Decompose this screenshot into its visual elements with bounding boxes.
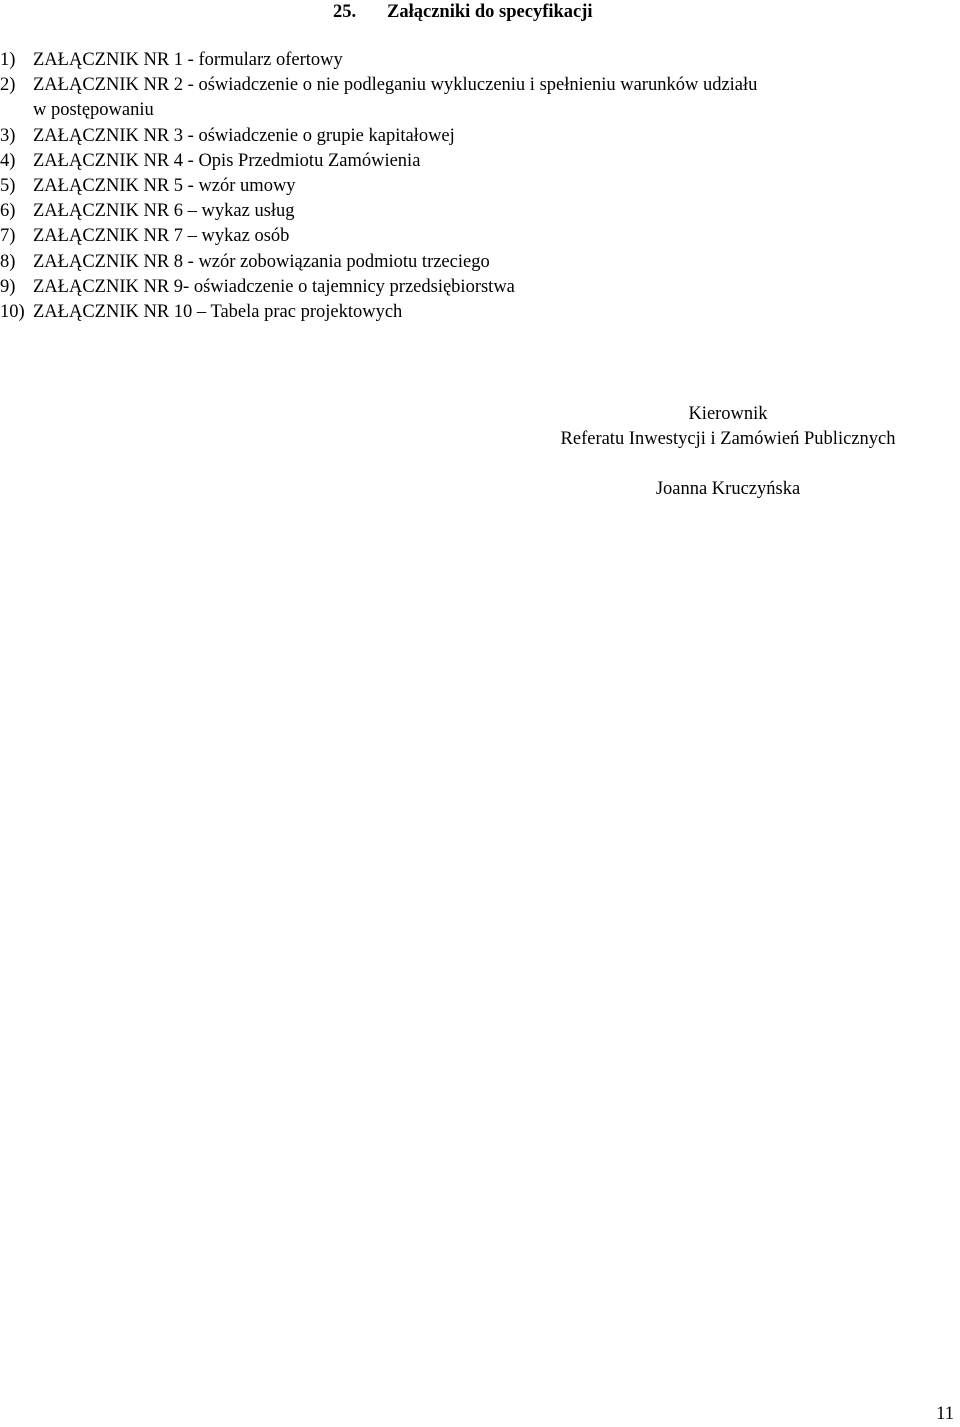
item-number: 7) [0, 226, 16, 247]
list-item [0, 300, 757, 325]
section-heading [333, 2, 593, 23]
item-number: 6) [0, 201, 16, 222]
list-item [0, 275, 757, 300]
item-number: 9) [0, 276, 16, 297]
list-item [0, 224, 757, 249]
page-number: 11 [936, 1404, 954, 1424]
list-item [0, 149, 757, 174]
item-number: 3) [0, 125, 16, 146]
item-text: ZAŁĄCZNIK NR 9- oświadczenie o tajemnicy przedsiębiorstwa [33, 276, 515, 297]
list-item [0, 250, 757, 275]
item-text: ZAŁĄCZNIK NR 3 - oświadczenie o grupie kapitałowej [33, 125, 455, 146]
item-number: 10) [0, 302, 25, 323]
item-text: ZAŁĄCZNIK NR 4 - Opis Przedmiotu Zamówienia [33, 150, 421, 171]
list-item-continuation: w postępowaniu [33, 100, 154, 121]
item-number: 5) [0, 176, 16, 197]
item-number: 2) [0, 75, 16, 96]
item-text: ZAŁĄCZNIK NR 2 - oświadczenie o nie podleganiu wykluczeniu i spełnieniu warunków udziału [33, 75, 758, 96]
attachments-list [0, 48, 757, 325]
item-text: ZAŁĄCZNIK NR 5 - wzór umowy [33, 176, 296, 197]
item-text: ZAŁĄCZNIK NR 7 – wykaz osób [33, 226, 290, 247]
section-title: Załączniki do specyfikacji [387, 2, 593, 22]
list-item [0, 199, 757, 224]
item-text: ZAŁĄCZNIK NR 10 – Tabela prac projektowych [33, 302, 403, 323]
item-number: 1) [0, 50, 16, 70]
signature-name: Joanna Kruczyńska [655, 479, 801, 500]
item-number: 4) [0, 150, 16, 171]
section-number: 25. [333, 2, 357, 22]
item-text: ZAŁĄCZNIK NR 8 - wzór zobowiązania podmiotu trzeciego [33, 251, 490, 272]
signature-role: Kierownik [688, 404, 768, 424]
item-text: ZAŁĄCZNIK NR 6 – wykaz usług [33, 201, 295, 222]
list-item [0, 124, 757, 149]
list-item [0, 174, 757, 199]
signature-department: Referatu Inwestycji i Zamówień Publicznych [560, 429, 896, 450]
list-item [0, 73, 757, 98]
item-number: 8) [0, 251, 16, 272]
signature-block [500, 402, 956, 503]
list-item [0, 48, 757, 73]
item-text: ZAŁĄCZNIK NR 1 - formularz ofertowy [33, 50, 343, 70]
